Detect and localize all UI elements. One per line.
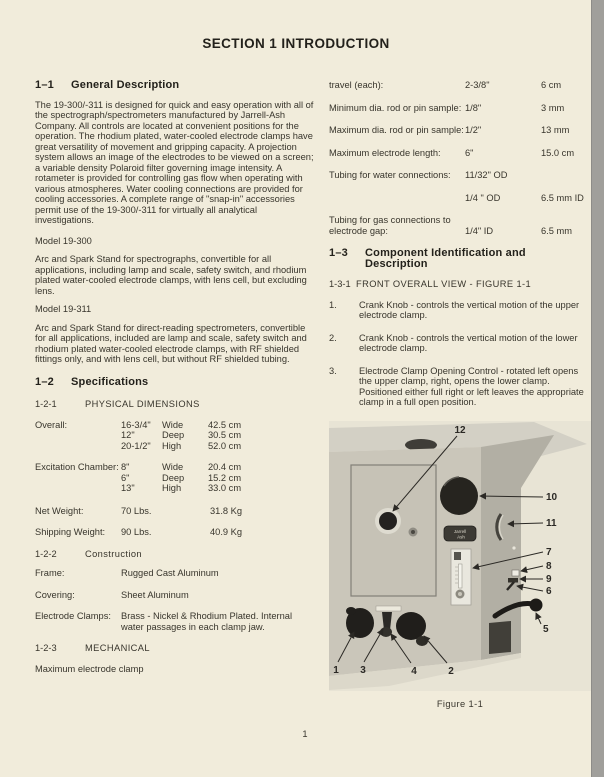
spec-value: 1/8" [465, 102, 482, 113]
spec-value: 20.4 cm [208, 462, 242, 472]
brand-badge-line2: Ash [457, 534, 465, 539]
item-number: 2. [329, 332, 337, 343]
figure-1-1-photo [329, 420, 591, 693]
item-text: Crank Knob - controls the vertical motion of the lower electrode clamp. [359, 332, 578, 353]
subsection-number: 1-3-1 [329, 279, 351, 289]
switch-plate [512, 570, 519, 576]
subsection-number: 1-2-2 [35, 548, 57, 559]
lower-opening [489, 621, 511, 654]
subsection-title: MECHANICAL [85, 643, 150, 653]
side-screw [512, 546, 515, 549]
subsection-1-2-3 [35, 643, 315, 654]
brand-badge-line1: Jarrell [453, 528, 467, 534]
shipping-weight-row [35, 527, 315, 538]
spec-value: 11/32" OD [465, 170, 508, 180]
spec-value: 2-3/8" [465, 80, 490, 90]
subsection-1-3-1 [329, 279, 591, 290]
spec-label: Shipping Weight: [35, 527, 106, 537]
rotameter-valve-center [458, 592, 462, 596]
item-number: 3. [329, 365, 337, 376]
net-weight-row [35, 506, 315, 517]
spec-label: Maximum electrode length: [329, 147, 441, 158]
spec-label [35, 483, 121, 494]
list-item [329, 366, 591, 408]
spec-value: 20-1/2" [121, 440, 151, 451]
spec-value: 31.8 Kg [210, 505, 243, 516]
spec-label: Excitation Chamber: [35, 462, 119, 472]
callout-6: 6 [546, 585, 552, 597]
left-column [35, 80, 315, 674]
spec-label: Covering: [35, 589, 75, 600]
item-text: Electrode Clamp Opening Control - rotated left opens the upper clamp, right, opens the lower clamp. Positioned either full right or left leaves the appropriate clamp in a full open position. [359, 365, 584, 407]
callout-4: 4 [411, 665, 417, 677]
spec-value: 13 mm [541, 125, 570, 135]
item-text: Crank Knob - controls the vertical motion of the upper electrode clamp. [359, 299, 580, 320]
spec-row [329, 80, 591, 91]
callout-12: 12 [454, 424, 466, 436]
spec-value: 30.5 cm [208, 430, 242, 440]
scanner-edge [591, 0, 604, 777]
spec-value: High [162, 483, 182, 493]
spec-value: 13" [121, 483, 135, 493]
spec-value: 1/4 " OD [465, 192, 501, 203]
section-1-3-heading [329, 248, 591, 269]
subsection-1-2-2 [35, 549, 315, 560]
callout-3: 3 [360, 664, 366, 676]
page-number: 1 [302, 729, 308, 739]
section-number: 1–1 [35, 79, 54, 91]
callout-1: 1 [333, 664, 339, 676]
spec-value: 3 mm [541, 102, 565, 113]
clamp-label [376, 606, 401, 611]
figure-caption: Figure 1-1 [436, 698, 484, 709]
subsection-title: Construction [85, 548, 142, 559]
right-column [329, 80, 591, 709]
spec-label [35, 441, 121, 452]
spec-row [329, 193, 591, 204]
subsection-number: 1-2-1 [35, 399, 57, 409]
spec-value: Deep [162, 472, 185, 483]
spec-value: 6 cm [541, 80, 562, 90]
model-300-paragraph: Arc and Spark Stand for spectrographs, convertible for all applications, including lamp and scale, safety switch, and rhodium plated water-cooled electrode clamps, with lens cell, but excluding lens. [35, 254, 307, 296]
spec-label: Net Weight: [35, 505, 84, 516]
spec-value: 33.0 cm [208, 483, 242, 493]
callout-5: 5 [543, 623, 549, 635]
spec-value: 15.2 cm [208, 472, 242, 483]
spec-label: Minimum dia. rod or pin sample: [329, 102, 462, 113]
callout-11: 11 [546, 517, 557, 529]
subsection-title: PHYSICAL DIMENSIONS [85, 399, 200, 409]
spec-label [35, 473, 121, 484]
excitation-chamber-table [35, 462, 315, 494]
lever-ball [530, 598, 543, 611]
spec-value: 42.5 cm [208, 419, 242, 430]
door-latch-dot [411, 530, 415, 534]
callout-8: 8 [546, 560, 552, 572]
electrode-clamps-row [35, 611, 315, 632]
spec-value: Sheet Aluminum [121, 589, 189, 600]
spec-value: 1/2" [465, 125, 482, 135]
spec-label [35, 430, 121, 441]
crank-knob-lower [396, 612, 426, 640]
spec-value: 8" [121, 462, 130, 472]
model-311-paragraph: Arc and Spark Stand for direct-reading spectrometers, convertible for all applications, included are lamp and scale, safety switch and rhodium plated water-cooled electrode clamps, with RF shielded fittings only, and with lens cell, but without RF shielded tubing. [35, 322, 307, 364]
spec-label: Tubing for gas connections to electrode gap: [329, 215, 451, 236]
crank-knob-lower-tab [416, 636, 428, 646]
spec-value: 6.5 mm [541, 225, 572, 236]
spec-value: Deep [162, 430, 185, 440]
callout-9: 9 [546, 573, 552, 585]
spec-value: 6" [121, 472, 130, 483]
spec-row [329, 148, 591, 159]
section-number: 1–3 [329, 247, 348, 259]
spec-value: 6.5 mm ID [541, 192, 584, 203]
spec-value: 40.9 Kg [210, 527, 243, 537]
spec-value: 12" [121, 430, 135, 440]
component-list [329, 300, 591, 408]
subsection-title: FRONT OVERALL VIEW - FIGURE 1-1 [356, 279, 532, 289]
spec-value: 15.0 cm [541, 147, 575, 158]
spec-label: Maximum dia. rod or pin sample: [329, 125, 464, 135]
crank-knob-upper-tab [346, 607, 356, 615]
item-number: 1. [329, 299, 337, 310]
spec-row [329, 215, 591, 236]
spec-value: 6" [465, 147, 474, 158]
model-311-title: Model 19-311 [35, 304, 92, 314]
spec-value: 16-3/4" [121, 419, 151, 430]
door-knob [379, 512, 397, 530]
section-title: Component Identification and Description [365, 247, 526, 270]
spec-row [329, 103, 591, 114]
overall-dimensions-table [35, 420, 315, 452]
callout-7: 7 [546, 546, 552, 558]
spec-value: Rugged Cast Aluminum [121, 568, 219, 578]
spec-value: Brass - Nickel & Rhodium Plated. Internal water passages in each clamp jaw. [121, 611, 293, 632]
spec-label: travel (each): [329, 80, 384, 90]
page-title: SECTION 1 INTRODUCTION [202, 36, 390, 51]
spec-value: 90 Lbs. [121, 527, 152, 537]
spec-label: Tubing for water connections: [329, 170, 451, 180]
mechanical-lead-text: Maximum electrode clamp [35, 663, 144, 674]
rotameter-fitting [454, 552, 461, 560]
covering-row [35, 590, 315, 601]
spec-label: Frame: [35, 568, 65, 578]
model-300-title: Model 19-300 [35, 235, 92, 246]
subsection-1-2-1 [35, 399, 315, 410]
spec-row [329, 170, 591, 181]
section-title: Specifications [71, 375, 149, 388]
spec-value: Wide [162, 419, 184, 430]
spec-value: High [162, 440, 182, 451]
list-item [329, 333, 591, 354]
spec-value: 1/4" ID [465, 225, 494, 236]
rotameter-tube [459, 564, 463, 588]
callout-10: 10 [546, 491, 558, 503]
section-1-1-heading [35, 80, 315, 91]
frame-row [35, 568, 315, 579]
spec-value: Wide [162, 462, 184, 472]
list-item [329, 300, 591, 321]
spec-label: Electrode Clamps: [35, 611, 111, 621]
spec-label: Overall: [35, 419, 68, 430]
section-title: General Description [71, 79, 180, 91]
spec-value: 52.0 cm [208, 440, 242, 451]
section-1-2-heading [35, 377, 315, 388]
general-description-paragraph: The 19-300/-311 is designed for quick and easy operation with all of the spectrograph/spectrometers manufactured by Jarrell-Ash Company. All controls are located at convenient positions for the operation. The rhodium plated, water-cooled electrode clamps have great versatility of movement and gripping capacity. A projection system allows an image of the electrodes to be viewed on a screen; a variable density Polaroid filter governing image intensity. A rotameter is provided for controlling gas flow when operating with various atmospheres. Water cooling connections are provided for cooling accessories. A complete range of "snap-in" accessories permit use of the 19-300/-311 for virtually all analytical investigations. [35, 99, 314, 225]
spec-row [329, 125, 591, 136]
callout-2: 2 [448, 665, 454, 677]
subsection-number: 1-2-3 [35, 643, 57, 653]
section-number: 1–2 [35, 375, 54, 388]
spec-value: 70 Lbs. [121, 505, 152, 516]
